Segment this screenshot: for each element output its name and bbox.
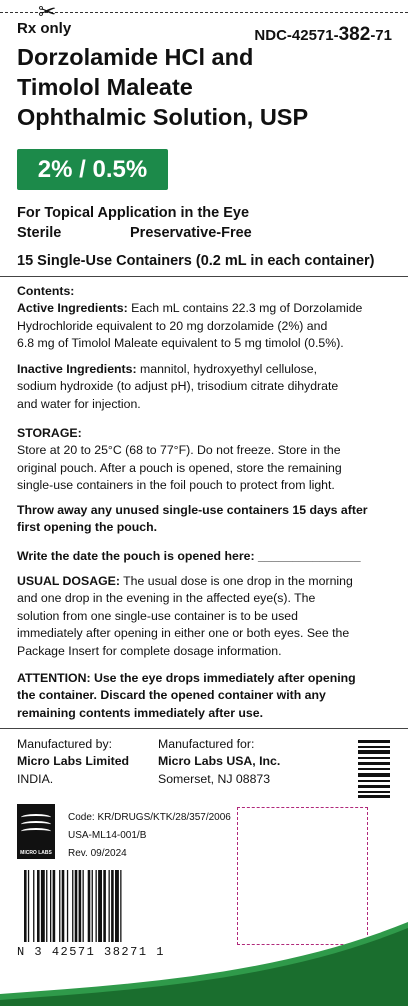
- code-block: Code: KR/DRUGS/KTK/28/357/2006 USA-ML14-001/B Rev. 09/2024: [68, 812, 231, 859]
- rx-only: Rx only: [17, 20, 72, 37]
- green-swoosh: [0, 916, 408, 1006]
- product-title: Dorzolamide HCl and Timolol Maleate Ophthalmic Solution, USP: [17, 44, 309, 130]
- topical-use: For Topical Application in the Eye: [17, 205, 250, 221]
- side-barcode: [358, 740, 390, 798]
- attention-section: ATTENTION: Use the eye drops immediately after opening the container. Discard the opened container with any remaining contents immediately after use.: [17, 671, 356, 720]
- sterile-label: Sterile: [17, 225, 62, 241]
- contents-section: Contents: Active Ingredients: Each mL contains 22.3 mg of Dorzolamide Hydrochloride equivalent to 20 mg dorzolamide (2%) and 6.8 mg of Timolol Maleate equivalent to 5 mg timolol (0.5%).: [17, 284, 363, 351]
- dosage-section: USUAL DOSAGE: The usual dose is one drop in the morning and one drop in the evening in the affected eye(s). The solution from one single-use container is to be used immediately after opening in either one or both eyes. See the Package Insert for complete dosage information.: [17, 574, 353, 658]
- preservative-free-label: Preservative-Free: [130, 225, 252, 241]
- divider: [0, 728, 408, 729]
- barcode-digits: N 3 42571 38271 1: [17, 945, 165, 959]
- manufactured-for: Manufactured for: Micro Labs USA, Inc. Somerset, NJ 08873: [158, 737, 281, 786]
- inactive-section: Inactive Ingredients: mannitol, hydroxyethyl cellulose, sodium hydroxide (to adjust pH), trisodium citrate dihydrate and water for injection.: [17, 362, 339, 411]
- throw-away-warning: Throw away any unused single-use containers 15 days after first opening the pouch.: [17, 503, 368, 535]
- divider: [0, 276, 408, 277]
- manufactured-by: Manufactured by: Micro Labs Limited INDIA.: [17, 737, 130, 786]
- ndc-number: NDC-42571-382-71: [254, 24, 392, 45]
- micro-labs-logo: MICRO LABS: [17, 804, 55, 859]
- container-count: 15 Single-Use Containers (0.2 mL in each container): [17, 253, 375, 269]
- write-date-line: Write the date the pouch is opened here: _______________: [17, 549, 361, 563]
- strength-badge: 2% / 0.5%: [17, 149, 168, 190]
- cut-line: [0, 12, 408, 13]
- storage-section: STORAGE: Store at 20 to 25°C (68 to 77°F). Do not freeze. Store in the original pouch. After a pouch is opened, store the remaining single-use containers in the foil pouch to protect from light.: [17, 426, 342, 493]
- scissors-icon: ✂: [38, 0, 57, 24]
